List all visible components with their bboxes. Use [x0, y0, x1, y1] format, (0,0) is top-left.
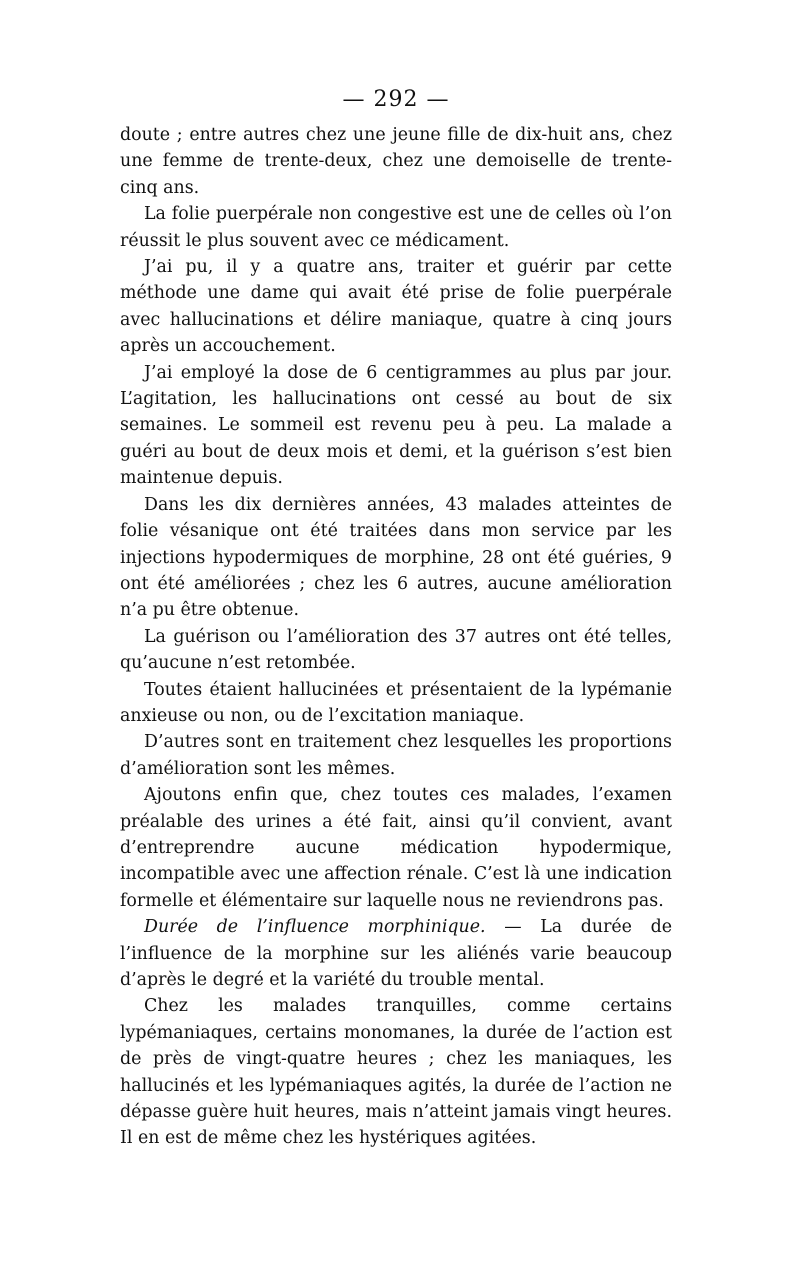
paragraph-statistics: Dans les dix dernières années, 43 malades atteintes de folie vésanique ont été traitées dans mon service par les injections hypodermiques de morphine, 28 ont été guéries, 9 ont été améliorées ; chez les 6 autres, aucune amélioration n’a pu être obtenue. [120, 494, 672, 621]
paragraph-duration-text: — La durée de l’influence de la morphine sur les aliénés varie beaucoup d’après le degré et la variété du trouble mental. [120, 917, 672, 990]
paragraph-puerperal-folly: La folie puerpérale non congestive est une de celles où l’on réussit le plus souvent avec ce médicament. [120, 204, 672, 251]
paragraph-urine-exam: Ajoutons enfin que, chez toutes ces malades, l’examen préalable des urines a été fait, ainsi qu’il convient, avant d’entreprendre aucune médication hypodermique, incompatible avec une affection rénale. C’est là une indication formelle et élémentaire sur laquelle nous ne reviendrons pas. [120, 785, 672, 911]
page-number: — 292 — [342, 87, 450, 112]
paragraph-ongoing-treatment: D’autres sont en traitement chez lesquelles les proportions d’amélioration sont les mêmes. [120, 732, 672, 779]
paragraph-hallucinated: Toutes étaient hallucinées et présentaient de la lypémanie anxieuse ou non, ou de l’excitation maniaque. [120, 679, 672, 726]
paragraph-recovery: La guérison ou l’amélioration des 37 autres ont été telles, qu’aucune n’est retombée. [120, 626, 672, 674]
book-page [120, 86, 672, 1152]
section-heading-italic: Durée de l’influence morphinique. [144, 917, 486, 938]
paragraph-dosage: J’ai employé la dose de 6 centigrammes au plus par jour. L’agitation, les hallucinations ont cessé au bout de six semaines. Le sommeil est revenu peu à peu. La malade a guéri au bout de deux mois et demi, et la guérison s’est bien maintenue depuis. [120, 362, 672, 489]
paragraph-continuation: doute ; entre autres chez une jeune fille de dix-huit ans, chez une femme de trente-deux, chez une demoiselle de trente-cinq ans. [120, 125, 672, 198]
paragraph-duration-influence [120, 914, 672, 993]
body-text [120, 122, 672, 1152]
paragraph-case-description: J’ai pu, il y a quatre ans, traiter et guérir par cette méthode une dame qui avait été prise de folie puerpérale avec hallucinations et délire maniaque, quatre à cinq jours après un accouchement. [120, 257, 672, 357]
paragraph-calm-patients: Chez les malades tranquilles, comme certains lypémaniaques, certains monomanes, la durée de l’action est de près de vingt-quatre heures ; chez les maniaques, les hallucinés et les lypémaniaques agités, la durée de l’action ne dépasse guère huit heures, mais n’atteint jamais vingt heures. Il en est de même chez les hystériques agitées. [120, 996, 672, 1149]
